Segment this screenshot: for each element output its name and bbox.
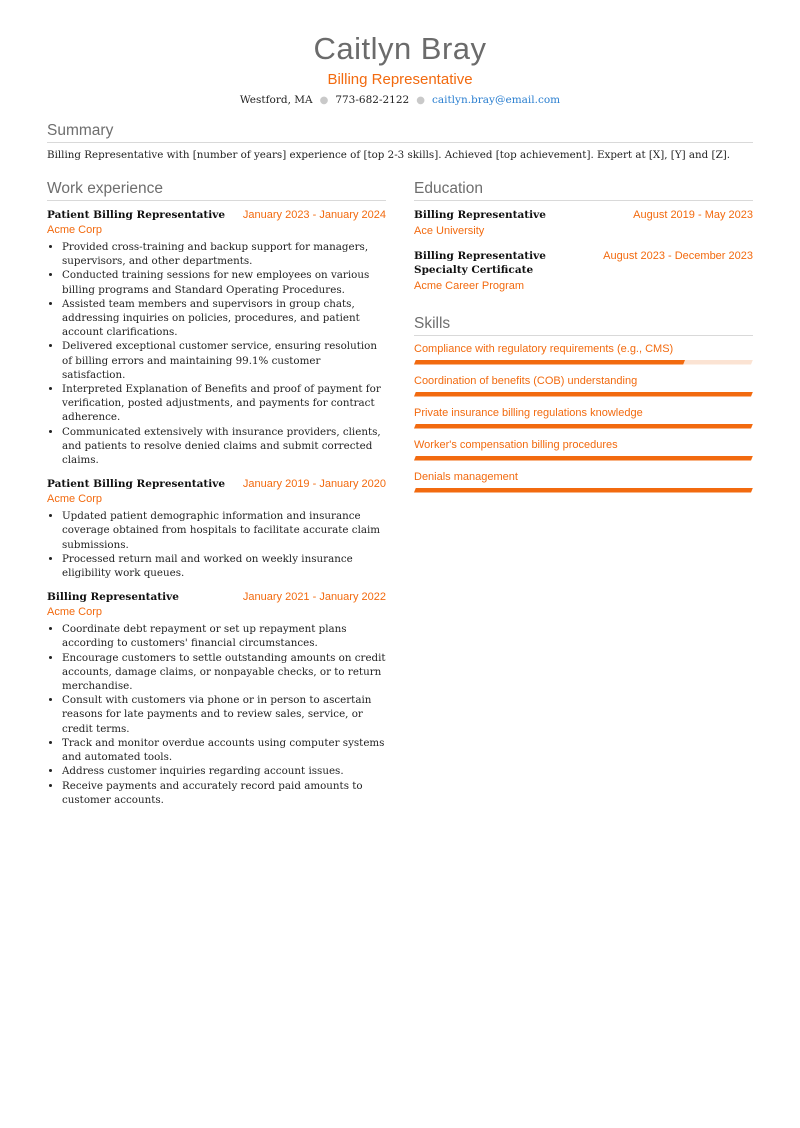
education-entry [414,208,753,239]
resume-header [0,0,800,106]
skill-level-fill [414,360,685,365]
skill-level-bar [414,424,753,429]
skill-level-fill [414,456,753,461]
bullet-item: • Interpreted Explanation of Benefits and proof of payment for verification, posted adjustments, and payments for contract adherence. [62,382,386,425]
skill-level-bar [414,456,753,461]
skill-name: Denials management [414,470,518,483]
education-entry [414,249,753,294]
job-bullets [47,622,386,807]
bullet-item: • Communicated extensively with insurance providers, clients, and patients to resolve denied claims and submit corrected claims. [62,425,386,468]
job-dates: January 2019 - January 2020 [242,478,386,491]
education-header [414,208,753,223]
bullet-item: • Provided cross-training and backup support for managers, supervisors, and other departments. [62,240,386,268]
job-dates: January 2023 - January 2024 [242,209,386,221]
job-entry [47,208,386,467]
skill-item [414,342,753,365]
bullet-item: • Processed return mail and worked on weekly insurance eligibility work queues. [62,552,386,580]
separator-dot-icon: ● [416,94,425,106]
education-dates: August 2023 - December 2023 [603,249,753,262]
skill-list [414,342,753,493]
bullet-item: • Delivered exceptional customer service, ensuring resolution of billing errors and maintaining 99.1% customer satisfaction. [62,339,386,382]
skill-name: Private insurance billing regulations knowledge [414,406,643,419]
job-title: Billing Representative [47,591,179,604]
summary-section [47,121,753,162]
job-bullets [47,509,386,580]
skills-heading: Skills [414,314,753,336]
skill-level-bar [414,392,753,397]
company-name: Acme Corp [47,224,103,236]
education-heading: Education [414,179,753,201]
bullet-item: • Track and monitor overdue accounts using computer systems and automated tools. [62,736,386,764]
skill-item [414,438,753,461]
candidate-name: Caitlyn Bray [313,31,487,66]
bullet-item: • Consult with customers via phone or in person to ascertain reasons for late payments and to review sales, service, or credit terms. [62,693,386,736]
skill-name: Compliance with regulatory requirements (e.g., CMS) [414,342,674,355]
skill-name: Worker's compensation billing procedures [414,438,618,451]
skill-item [414,406,753,429]
school-name: Acme Career Program [414,279,525,292]
skill-item [414,374,753,397]
summary-heading: Summary [47,121,753,143]
bullet-item: • Receive payments and accurately record paid amounts to customer accounts. [62,779,386,807]
job-header [47,208,386,222]
education-section [414,179,753,294]
job-dates: January 2021 - January 2022 [242,591,386,604]
bullet-item: • Encourage customers to settle outstanding amounts on credit accounts, damage claims, or nonpayable checks, or to return merchandise. [62,651,386,694]
skill-level-fill [414,488,753,493]
work-experience-heading: Work experience [47,179,386,201]
bullet-item: • Coordinate debt repayment or set up repayment plans according to customers' financial circumstances. [62,622,386,650]
job-header [47,590,386,604]
phone: 773-682-2122 [335,94,410,106]
job-title: Patient Billing Representative [47,478,225,491]
skill-level-fill [414,424,753,429]
school-name: Ace University [414,224,485,237]
separator-dot-icon: ● [319,94,329,106]
job-list [47,208,386,807]
bullet-item: • Assisted team members and supervisors in group chats, addressing inquiries on policies, procedures, and patient account clarifications. [62,297,386,340]
bullet-item: • Updated patient demographic information and insurance coverage obtained from hospitals to facilitate accurate claim submissions. [62,509,386,552]
education-header [414,249,753,278]
company-name: Acme Corp [47,606,103,619]
bullet-item: • Address customer inquiries regarding account issues. [62,764,386,778]
education-dates: August 2019 - May 2023 [633,209,753,221]
education-list [414,208,753,294]
job-title: Patient Billing Representative [47,209,225,221]
email-link[interactable]: caitlyn.bray@email.com [431,94,561,106]
degree-title: Billing Representative Specialty Certificate [414,249,546,276]
job-header [47,477,386,491]
bullet-item: • Conducted training sessions for new employees on various billing programs and Standard Operating Procedures. [62,268,386,296]
skill-level-fill [414,392,753,397]
candidate-role: Billing Representative [327,71,473,88]
skills-section [414,314,753,493]
skill-level-bar [414,488,753,493]
skill-name: Coordination of benefits (COB) understanding [414,374,638,387]
right-column [414,179,753,493]
degree-title: Billing Representative [414,209,546,221]
skill-level-bar [414,360,753,365]
company-name: Acme Corp [47,493,103,506]
job-bullets [47,240,386,467]
location: Westford, MA [239,94,313,106]
skill-item [414,470,753,493]
work-experience-section [47,179,386,807]
summary-text: Billing Representative with [number of years] experience of [top 2-3 skills]. Achieved [top achievement]. Expert at [X], [Y] and [Z]. [47,149,731,161]
job-entry [47,590,386,807]
contact-line [0,94,800,106]
job-entry [47,477,386,580]
